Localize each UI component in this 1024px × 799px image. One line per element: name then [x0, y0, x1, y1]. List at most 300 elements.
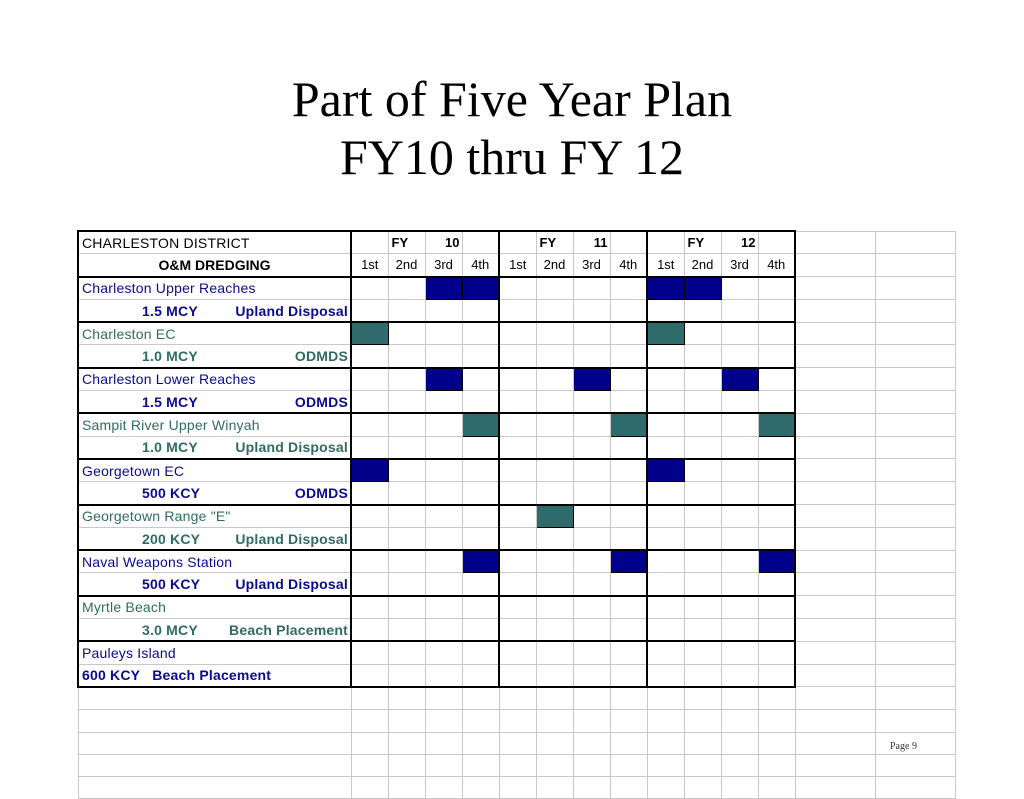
- project-row: [78, 368, 955, 391]
- empty-cell: [875, 459, 955, 482]
- quarter-cell: [536, 550, 573, 573]
- scheduled-quarter-cell: [684, 277, 721, 300]
- empty-cell: [647, 754, 684, 776]
- quarter-cell: [758, 482, 795, 505]
- empty-cell: [875, 322, 955, 345]
- quarter-cell: [758, 345, 795, 368]
- quarter-cell: [388, 573, 425, 596]
- quarter-cell: [499, 299, 536, 322]
- quarter-cell: [758, 459, 795, 482]
- project-row: [78, 505, 955, 528]
- empty-cell: [388, 777, 425, 799]
- empty-cell: [875, 573, 955, 596]
- empty-cell: [795, 573, 875, 596]
- empty-cell: [875, 641, 955, 664]
- quarter-cell: [573, 664, 610, 687]
- quarter-cell: [462, 641, 499, 664]
- scheduled-quarter-cell: [647, 322, 684, 345]
- project-detail-wrap: [82, 621, 350, 639]
- header-fy-cell: FY: [388, 231, 425, 254]
- quarter-cell: [684, 482, 721, 505]
- quarter-cell: [647, 299, 684, 322]
- quarter-cell: [388, 368, 425, 391]
- empty-row: [78, 732, 955, 754]
- quarter-cell: [388, 459, 425, 482]
- quarter-cell: [573, 573, 610, 596]
- empty-cell: [795, 777, 875, 799]
- quarter-cell: [462, 527, 499, 550]
- quarter-cell: [647, 436, 684, 459]
- quarter-cell: [351, 550, 388, 573]
- empty-cell: [388, 710, 425, 732]
- quarter-cell: [721, 573, 758, 596]
- project-method: Upland Disposal: [235, 302, 348, 319]
- project-name: Charleston EC: [78, 322, 351, 345]
- empty-cell: [684, 732, 721, 754]
- quarter-cell: [758, 505, 795, 528]
- empty-cell: [351, 732, 388, 754]
- header-fy-cell: [647, 231, 684, 254]
- empty-cell: [795, 664, 875, 687]
- quarter-cell: [425, 596, 462, 619]
- empty-cell: [610, 687, 647, 710]
- empty-cell: [462, 777, 499, 799]
- quarter-cell: [758, 299, 795, 322]
- quarter-cell: [499, 664, 536, 687]
- project-name: Georgetown Range "E": [78, 505, 351, 528]
- quarter-cell: [425, 482, 462, 505]
- project-detail: [78, 345, 351, 368]
- quarter-cell: [647, 596, 684, 619]
- empty-cell: [721, 732, 758, 754]
- project-detail-wrap: [82, 347, 350, 365]
- empty-cell: [721, 777, 758, 799]
- quarter-cell: [610, 459, 647, 482]
- scheduled-quarter-cell: [462, 277, 499, 300]
- quarter-cell: [573, 413, 610, 436]
- quarter-cell: [647, 345, 684, 368]
- quarter-cell: [462, 368, 499, 391]
- empty-cell: [875, 345, 955, 368]
- header-fy-cell: [462, 231, 499, 254]
- quarter-cell: [684, 345, 721, 368]
- project-detail-text: 600 KCY Beach Placement: [82, 667, 272, 684]
- quarter-cell: [425, 345, 462, 368]
- header-district: CHARLESTON DISTRICT: [78, 231, 351, 254]
- quarter-cell: [388, 641, 425, 664]
- quarter-cell: [647, 368, 684, 391]
- project-subrow: [78, 345, 955, 368]
- quarter-cell: [610, 641, 647, 664]
- empty-cell: [78, 687, 351, 710]
- quarter-cell: [684, 413, 721, 436]
- project-name: Georgetown EC: [78, 459, 351, 482]
- quarter-cell: [388, 527, 425, 550]
- empty-cell: [536, 732, 573, 754]
- quarter-cell: [425, 550, 462, 573]
- quarter-cell: [499, 413, 536, 436]
- project-name: Charleston Upper Reaches: [78, 277, 351, 300]
- project-detail-wrap: [82, 575, 350, 593]
- quarter-cell: [425, 299, 462, 322]
- quarter-cell: [758, 641, 795, 664]
- quarter-cell: [721, 391, 758, 414]
- scheduled-quarter-cell: [610, 413, 647, 436]
- quarter-cell: [499, 459, 536, 482]
- project-subrow: [78, 527, 955, 550]
- quarter-cell: [758, 322, 795, 345]
- scheduled-quarter-cell: [462, 550, 499, 573]
- quarter-cell: [388, 619, 425, 642]
- quarter-cell: [462, 596, 499, 619]
- quarter-cell: [573, 619, 610, 642]
- quarter-cell: [462, 619, 499, 642]
- empty-cell: [425, 710, 462, 732]
- quarter-cell: [721, 345, 758, 368]
- quarter-cell: [462, 299, 499, 322]
- quarter-cell: [573, 299, 610, 322]
- quarter-cell: [610, 573, 647, 596]
- quarter-cell: [499, 619, 536, 642]
- quarter-cell: [536, 345, 573, 368]
- empty-cell: [573, 687, 610, 710]
- header-fy-cell: [351, 231, 388, 254]
- quarter-cell: [610, 277, 647, 300]
- quarter-cell: [758, 573, 795, 596]
- empty-cell: [684, 777, 721, 799]
- quarter-cell: [388, 413, 425, 436]
- empty-cell: [499, 777, 536, 799]
- quarter-cell: [647, 550, 684, 573]
- header-fy-cell: FY: [536, 231, 573, 254]
- project-detail-wrap: [82, 438, 350, 456]
- empty-cell: [721, 754, 758, 776]
- empty-cell: [758, 710, 795, 732]
- project-name: Naval Weapons Station: [78, 550, 351, 573]
- empty-cell: [795, 322, 875, 345]
- quarter-cell: [684, 641, 721, 664]
- quarter-cell: [758, 368, 795, 391]
- quarter-cell: [684, 299, 721, 322]
- quarter-cell: [721, 299, 758, 322]
- project-detail: [78, 527, 351, 550]
- empty-cell: [875, 368, 955, 391]
- project-row: [78, 550, 955, 573]
- empty-cell: [795, 550, 875, 573]
- quarter-cell: [721, 596, 758, 619]
- project-detail: [78, 436, 351, 459]
- quarter-cell: [758, 619, 795, 642]
- empty-cell: [875, 664, 955, 687]
- quarter-cell: [721, 436, 758, 459]
- quarter-cell: [721, 277, 758, 300]
- quarter-cell: [462, 322, 499, 345]
- empty-cell: [875, 754, 955, 776]
- quarter-cell: [610, 322, 647, 345]
- quarter-cell: [499, 641, 536, 664]
- quarter-cell: [462, 436, 499, 459]
- project-detail: [78, 391, 351, 414]
- project-quantity: 500 KCY: [142, 484, 201, 501]
- quarter-cell: [388, 436, 425, 459]
- quarter-header: 2nd: [388, 254, 425, 277]
- empty-cell: [462, 710, 499, 732]
- quarter-cell: [684, 664, 721, 687]
- empty-cell: [462, 687, 499, 710]
- header-fy-cell: FY: [684, 231, 721, 254]
- scheduled-quarter-cell: [721, 368, 758, 391]
- quarter-cell: [425, 505, 462, 528]
- quarter-cell: [684, 573, 721, 596]
- quarter-cell: [536, 459, 573, 482]
- quarter-cell: [425, 641, 462, 664]
- quarter-cell: [573, 641, 610, 664]
- empty-cell: [610, 710, 647, 732]
- quarter-cell: [499, 391, 536, 414]
- quarter-cell: [425, 619, 462, 642]
- quarter-cell: [425, 527, 462, 550]
- quarter-cell: [721, 619, 758, 642]
- empty-cell: [351, 754, 388, 776]
- empty-cell: [875, 527, 955, 550]
- quarter-cell: [684, 619, 721, 642]
- empty-cell: [684, 710, 721, 732]
- quarter-cell: [351, 482, 388, 505]
- quarter-cell: [536, 619, 573, 642]
- project-method: ODMDS: [294, 348, 348, 365]
- quarter-cell: [536, 322, 573, 345]
- empty-cell: [388, 754, 425, 776]
- quarter-cell: [425, 664, 462, 687]
- quarter-cell: [351, 573, 388, 596]
- project-detail-wrap: [82, 302, 350, 320]
- quarter-cell: [499, 345, 536, 368]
- quarter-cell: [684, 322, 721, 345]
- empty-cell: [875, 254, 955, 277]
- empty-cell: [795, 710, 875, 732]
- project-detail-wrap: [82, 393, 350, 411]
- project-row: [78, 596, 955, 619]
- project-subrow: [78, 619, 955, 642]
- quarter-cell: [684, 505, 721, 528]
- empty-cell: [758, 732, 795, 754]
- empty-cell: [536, 777, 573, 799]
- quarter-cell: [610, 527, 647, 550]
- quarter-cell: [351, 527, 388, 550]
- quarter-cell: [462, 391, 499, 414]
- quarter-cell: [758, 391, 795, 414]
- empty-row: [78, 687, 955, 710]
- empty-cell: [795, 391, 875, 414]
- quarter-cell: [721, 664, 758, 687]
- empty-cell: [795, 345, 875, 368]
- header-dredging: O&M DREDGING: [78, 254, 351, 277]
- quarter-cell: [573, 322, 610, 345]
- empty-cell: [795, 641, 875, 664]
- quarter-cell: [610, 345, 647, 368]
- quarter-cell: [721, 482, 758, 505]
- empty-cell: [351, 687, 388, 710]
- quarter-cell: [684, 436, 721, 459]
- empty-cell: [795, 368, 875, 391]
- header-row-2: [78, 254, 955, 277]
- quarter-cell: [573, 596, 610, 619]
- empty-cell: [78, 732, 351, 754]
- quarter-cell: [351, 299, 388, 322]
- quarter-cell: [647, 573, 684, 596]
- quarter-cell: [536, 596, 573, 619]
- quarter-cell: [499, 596, 536, 619]
- header-fy-cell: 12: [721, 231, 758, 254]
- quarter-cell: [462, 459, 499, 482]
- quarter-cell: [351, 277, 388, 300]
- quarter-cell: [499, 527, 536, 550]
- quarter-cell: [610, 505, 647, 528]
- quarter-cell: [499, 436, 536, 459]
- project-detail-wrap: [82, 484, 350, 502]
- quarter-cell: [536, 299, 573, 322]
- quarter-cell: [610, 619, 647, 642]
- quarter-cell: [536, 573, 573, 596]
- project-row: [78, 322, 955, 345]
- project-subrow: [78, 573, 955, 596]
- quarter-cell: [462, 482, 499, 505]
- empty-cell: [388, 687, 425, 710]
- project-quantity: 3.0 MCY: [142, 621, 198, 638]
- empty-cell: [573, 732, 610, 754]
- slide-title: [0, 70, 1024, 186]
- quarter-cell: [388, 550, 425, 573]
- project-name: Pauleys Island: [78, 641, 351, 664]
- empty-cell: [721, 710, 758, 732]
- empty-cell: [758, 777, 795, 799]
- quarter-cell: [499, 368, 536, 391]
- empty-cell: [795, 254, 875, 277]
- quarter-cell: [388, 391, 425, 414]
- project-subrow: [78, 299, 955, 322]
- quarter-cell: [647, 619, 684, 642]
- quarter-cell: [573, 277, 610, 300]
- empty-cell: [875, 710, 955, 732]
- scheduled-quarter-cell: [425, 368, 462, 391]
- schedule-table: [77, 230, 956, 799]
- project-subrow: [78, 436, 955, 459]
- empty-cell: [610, 754, 647, 776]
- quarter-cell: [573, 505, 610, 528]
- quarter-cell: [647, 482, 684, 505]
- project-method: ODMDS: [294, 484, 348, 501]
- quarter-cell: [721, 413, 758, 436]
- quarter-cell: [425, 391, 462, 414]
- quarter-cell: [721, 527, 758, 550]
- quarter-cell: [647, 505, 684, 528]
- empty-cell: [795, 619, 875, 642]
- project-detail: [78, 619, 351, 642]
- quarter-header: 3rd: [425, 254, 462, 277]
- empty-cell: [875, 482, 955, 505]
- quarter-cell: [684, 368, 721, 391]
- empty-row: [78, 777, 955, 799]
- empty-cell: [647, 777, 684, 799]
- quarter-cell: [610, 596, 647, 619]
- quarter-cell: [573, 436, 610, 459]
- empty-cell: [795, 505, 875, 528]
- quarter-cell: [388, 299, 425, 322]
- empty-cell: [875, 687, 955, 710]
- empty-cell: [425, 777, 462, 799]
- empty-cell: [462, 754, 499, 776]
- quarter-cell: [499, 505, 536, 528]
- quarter-cell: [351, 596, 388, 619]
- project-detail: [78, 299, 351, 322]
- quarter-header: 4th: [462, 254, 499, 277]
- quarter-cell: [573, 527, 610, 550]
- scheduled-quarter-cell: [758, 550, 795, 573]
- quarter-cell: [610, 391, 647, 414]
- empty-cell: [684, 687, 721, 710]
- quarter-cell: [610, 664, 647, 687]
- empty-cell: [351, 777, 388, 799]
- quarter-cell: [647, 664, 684, 687]
- quarter-header: 4th: [610, 254, 647, 277]
- quarter-cell: [536, 527, 573, 550]
- project-method: Upland Disposal: [235, 576, 348, 593]
- quarter-cell: [758, 664, 795, 687]
- empty-cell: [462, 732, 499, 754]
- empty-cell: [875, 231, 955, 254]
- quarter-cell: [351, 368, 388, 391]
- empty-cell: [610, 777, 647, 799]
- empty-cell: [388, 732, 425, 754]
- project-row: [78, 641, 955, 664]
- quarter-cell: [610, 368, 647, 391]
- empty-cell: [875, 619, 955, 642]
- quarter-cell: [573, 391, 610, 414]
- title-line-2: FY10 thru FY 12: [339, 129, 685, 185]
- empty-cell: [795, 596, 875, 619]
- quarter-header: 2nd: [684, 254, 721, 277]
- empty-cell: [425, 754, 462, 776]
- quarter-cell: [351, 619, 388, 642]
- empty-cell: [499, 710, 536, 732]
- quarter-cell: [536, 664, 573, 687]
- quarter-cell: [684, 391, 721, 414]
- project-row: [78, 277, 955, 300]
- scheduled-quarter-cell: [425, 277, 462, 300]
- quarter-header: 3rd: [573, 254, 610, 277]
- quarter-header: 1st: [351, 254, 388, 277]
- header-fy-cell: [610, 231, 647, 254]
- quarter-cell: [721, 641, 758, 664]
- header-fy-cell: [758, 231, 795, 254]
- quarter-cell: [388, 277, 425, 300]
- quarter-cell: [536, 413, 573, 436]
- empty-cell: [795, 482, 875, 505]
- quarter-header: 1st: [647, 254, 684, 277]
- quarter-cell: [536, 436, 573, 459]
- empty-cell: [647, 710, 684, 732]
- empty-cell: [425, 732, 462, 754]
- quarter-cell: [351, 413, 388, 436]
- quarter-cell: [462, 505, 499, 528]
- scheduled-quarter-cell: [647, 277, 684, 300]
- empty-cell: [647, 732, 684, 754]
- empty-cell: [795, 277, 875, 300]
- project-quantity: 1.5 MCY: [142, 393, 198, 410]
- quarter-cell: [610, 299, 647, 322]
- quarter-cell: [351, 391, 388, 414]
- title-line-1: Part of Five Year Plan: [291, 71, 733, 127]
